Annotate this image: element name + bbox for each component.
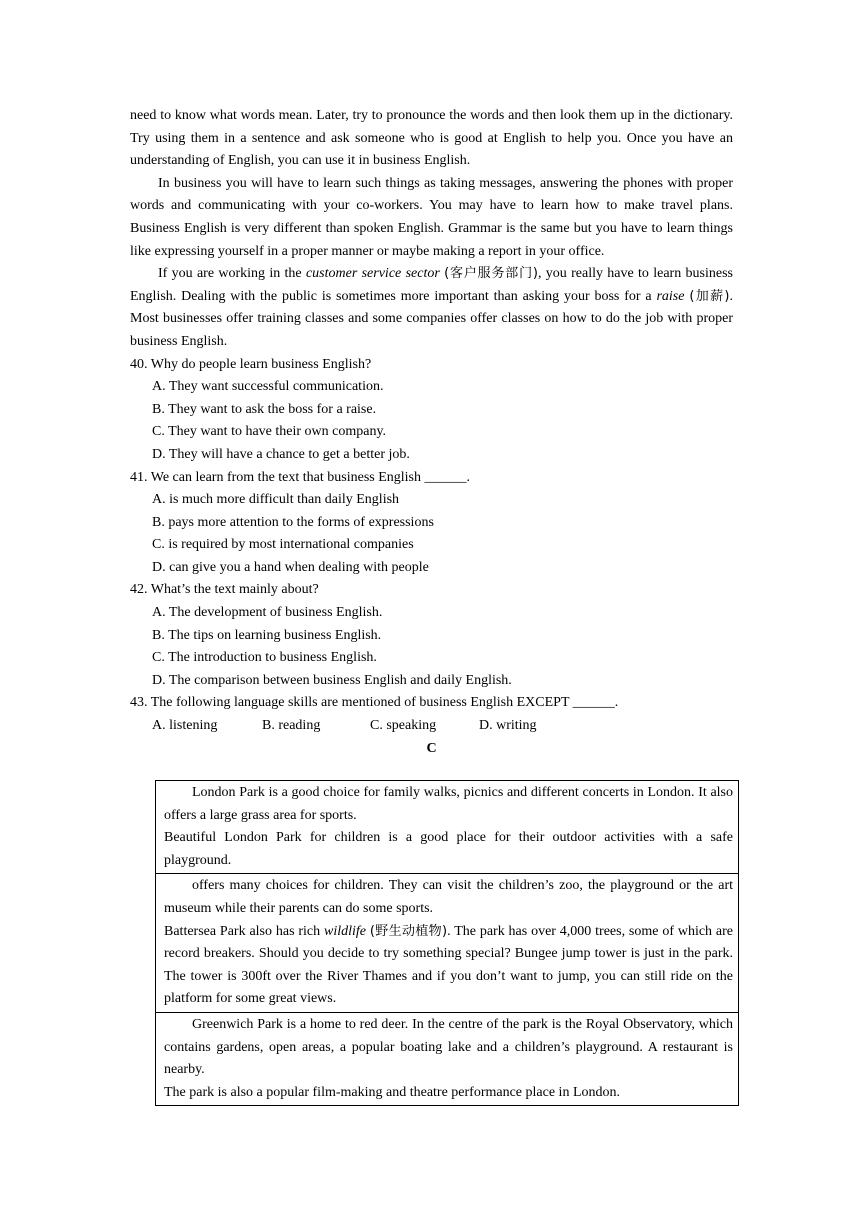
question-stem: 43. The following language skills are mentioned of business English EXCEPT ______. [130,695,619,711]
term-wildlife: wildlife [323,923,366,939]
option-a: A. is much more difficult than daily English [152,492,400,508]
question-42 [130,579,733,692]
question-40 [130,354,733,467]
gloss-raise: (加薪) [689,288,730,304]
question-41 [130,467,733,580]
option-d: D. can give you a hand when dealing with people [152,559,429,575]
paragraph-3-part-c: . Most businesses offer training classes and some companies offer classes on how to do the job with proper business English. [130,288,733,349]
paragraph-2: In business you will have to learn such things as taking messages, answering the phones with proper words and communicating with your co-workers. You may have to learn how to make travel plans. Business English is very different than spoken English. Grammar is the same but you have to learn things like expressing yourself in a proper manner or maybe making a report in your office. [130,175,733,259]
option-c: C. speaking [370,718,437,734]
cell-text: offers many choices for children. They can visit the children’s zoo, the playground or the art museum while their parents can do some sports. [164,878,733,916]
term-raise: raise [656,288,685,304]
option-d: D. writing [479,718,537,734]
cell-text: Beautiful London Park for children is a good place for their outdoor activities with a safe playground. [164,830,733,868]
option-b: B. They want to ask the boss for a raise. [152,401,377,417]
option-b: B. The tips on learning business English. [152,627,382,643]
question-stem: 40. Why do people learn business English? [130,356,372,372]
paragraph-3-part-a: If you are working in the [158,266,306,282]
paragraph-1: need to know what words mean. Later, try to pronounce the words and then look them up in the dictionary. Try using them in a sentence and ask someone who is good at English to help you. Once you have an understanding of English, you can use it in business English. [130,108,733,169]
option-b: B. pays more attention to the forms of expressions [152,514,434,530]
gloss-customer-service-sector: (客户服务部门) [444,266,538,282]
option-d: D. The comparison between business English and daily English. [152,672,512,688]
option-d: D. They will have a chance to get a better job. [152,446,410,462]
option-c: C. They want to have their own company. [152,424,387,440]
table-cell-greenwich-park [156,1012,738,1105]
cell-text: The park is also a popular film-making and theatre performance place in London. [164,1084,620,1100]
option-a: A. They want successful communication. [152,379,384,395]
question-stem: 41. We can learn from the text that business English ______. [130,469,470,485]
question-stem: 42. What’s the text mainly about? [130,582,319,598]
table-cell-battersea-park [156,873,738,1012]
gloss-wildlife: (野生动植物) [369,923,448,939]
question-43 [130,692,733,737]
term-customer-service-sector: customer service sector [305,266,440,282]
table-cell-london-park [156,781,738,873]
cell-text: Greenwich Park is a home to red deer. In the centre of the park is the Royal Observatory, which contains gardens, open areas, a popular boating lake and a children’s playground. A restaurant is nearby. [164,1016,733,1078]
paragraph-3 [130,263,733,353]
paragraph-3-part-b: , you really have to learn business English. Dealing with the public is sometimes more important than asking your boss for a [130,266,733,304]
cell-text-part: Battersea Park also has rich [164,923,324,939]
option-a: A. The development of business English. [152,605,383,621]
option-a: A. listening [152,718,218,734]
passage-b [130,105,733,760]
option-b: B. reading [262,718,321,734]
options-row [130,715,733,738]
cell-text-wildlife [164,921,733,1011]
section-c-title: C [426,740,437,756]
cell-text-part: . The park has over 4,000 trees, some of which are record breakers. Should you decide to try something special? Bungee jump tower is just in the park. The tower is 300ft over the River Thames and if you don’t want to jump, you can still ride on the platform for some great views. [164,923,733,1007]
section-c-table [155,780,739,1106]
option-c: C. The introduction to business English. [152,650,377,666]
cell-text: London Park is a good choice for family walks, picnics and different concerts in London. It also offers a large grass area for sports. [164,785,733,823]
option-c: C. is required by most international companies [152,537,414,553]
